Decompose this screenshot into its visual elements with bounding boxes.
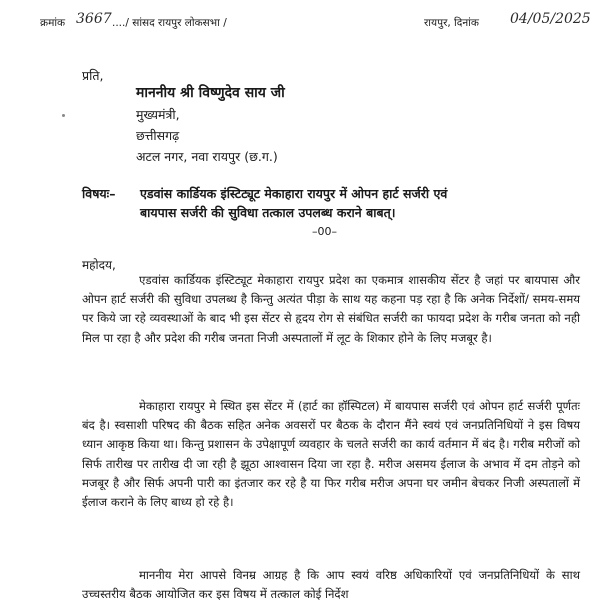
subject-line-2: बायपास सर्जरी की सुविधा तत्काल उपलब्ध कराने बाबत्। <box>140 205 396 220</box>
date-value: 04/05/2025 <box>510 11 591 27</box>
kramank-number: 3667 <box>76 11 112 27</box>
paragraph-3: माननीय मेरा आपसे विनम्र आग्रह है कि आप स्वयं वरिष्ठ अधिकारियों एवं जनप्रतिनिधियों के साथ उच्चस्तरीय बैठक आयोजित कर इस विषय में तत्काल कोई निर्देश <box>82 568 580 602</box>
place-date-label: रायपुर, दिनांक <box>424 17 479 29</box>
paragraph-2: मेकाहारा रायपुर मे स्थित इस सेंटर में (हार्ट का हॉस्पिटल) में बायपास सर्जरी एवं ओपन हार्ट सर्जरी पूर्णतः बंद है। स्वसाशी परिषद की बैठक सहित अनेक अवसरों पर बैठक के दौरान मैंने स्वयं एवं जनप्रतिनिधियों ने इस विषय ध्यान आकृष्ठ किया था। किन्तु प्रशासन के उपेक्षापूर्ण व्यवहार के चलते सर्जरी का कार्य वर्तमान में बंद है। गरीब मरीजों को सिर्फ तारीख पर तारीख दी जा रही है झूठा आश्वासन दिया जा रहा है. मरीज असमय ईलाज के अभाव में दम तोड़ने को मजबूर है और सिर्फ अपनी पारी का इंतजार कर रहे है या फिर गरीब मरीज अपना घर जमीन बेचकर निजी अस्पतालों में ईलाज कराने के लिए बाध्य हो रहे है। <box>82 399 580 510</box>
kramank-label: क्रमांक <box>40 17 66 29</box>
paragraph-1: एडवांस कार्डियक इंस्टिट्यूट मेकाहारा रायपुर प्रदेश का एकमात्र शासकीय सेंटर है जहां पर बायपास और ओपन हार्ट सर्जरी की सुविधा उपलब्ध है किन्तु अत्यंत पीड़ा के साथ यह कहना पड़ रहा है कि अनेक निर्देशों/ समय-समय पर किये जा रहे व्यवस्थाओं के बाद भी इस सेंटर से हृदय रोग से संबंधित सर्जरी का फायदा प्रदेश के गरीब जनता को नही मिल पा रहा है और प्रदेश की गरीब जनता निजी अस्पतालों में लूट के शिकार होने के लिए मजबूर है। <box>82 273 580 345</box>
salutation: महोदय, <box>82 258 116 272</box>
office-name: ..../ सांसद रायपुर लोकसभा / <box>112 17 227 29</box>
subject-separator: –00– <box>312 225 337 238</box>
scan-mark <box>62 114 65 117</box>
subject-label: विषयः– <box>82 186 116 201</box>
subject-line-1: एडवांस कार्डियक इंस्टिट्यूट मेकाहारा रायपुर में ओपन हार्ट सर्जरी एवं <box>140 186 448 201</box>
recipient-state: छत्तीसगढ़ <box>136 128 180 143</box>
recipient-name: माननीय श्री विष्णुदेव साय जी <box>136 85 285 101</box>
recipient-title: मुख्यमंत्री, <box>136 107 180 122</box>
prati: प्रति, <box>82 68 104 83</box>
recipient-address: अटल नगर, नवा रायपुर (छ.ग.) <box>136 149 278 164</box>
recipient-block <box>136 83 285 167</box>
